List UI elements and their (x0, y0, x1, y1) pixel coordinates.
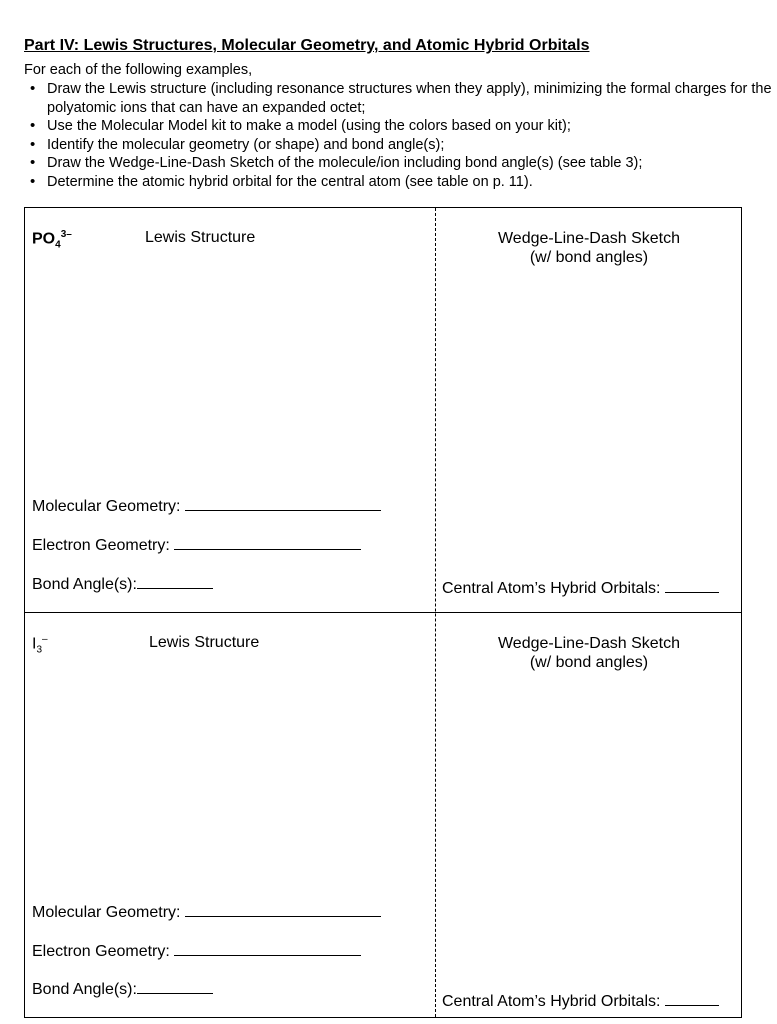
electron-geometry-label: Electron Geometry: (32, 537, 170, 554)
hybrid-orbitals-field[interactable] (442, 993, 719, 1011)
answer-line[interactable] (174, 548, 361, 550)
instruction-list (30, 80, 775, 191)
electron-geometry-label: Electron Geometry: (32, 943, 170, 960)
sketch-label: Wedge-Line-Dash Sketch (w/ bond angles) (497, 635, 681, 671)
species-label-phosphate: $PO_4^{3-}$ (32, 229, 72, 251)
bond-angles-label: Bond Angle(s): (32, 576, 137, 593)
molecular-geometry-label: Molecular Geometry: (32, 498, 181, 515)
molecular-geometry-label: Molecular Geometry: (32, 904, 181, 921)
worksheet-table (24, 207, 742, 1018)
instruction-item: • Determine the atomic hybrid orbital for the central atom (see table on p. 11). (30, 173, 775, 192)
answer-line[interactable] (185, 915, 381, 917)
hybrid-orbitals-label: Central Atom’s Hybrid Orbitals: (442, 580, 661, 597)
instruction-item: • Identify the molecular geometry (or shape) and bond angle(s); (30, 136, 775, 155)
answer-line[interactable] (665, 1004, 719, 1006)
section-heading: Part IV: Lewis Structures, Molecular Geometry, and Atomic Hybrid Orbitals (24, 37, 590, 54)
bond-angles-label: Bond Angle(s): (32, 981, 137, 998)
instruction-item: • Draw the Wedge-Line-Dash Sketch of the molecule/ion including bond angle(s) (see table 3); (30, 154, 775, 173)
answer-line[interactable] (137, 992, 213, 994)
bond-angles-field[interactable] (32, 981, 213, 999)
electron-geometry-field[interactable] (32, 537, 361, 555)
molecular-geometry-field[interactable] (32, 498, 381, 516)
row-divider (25, 612, 741, 613)
lewis-structure-label: Lewis Structure (145, 229, 256, 246)
hybrid-orbitals-label: Central Atom’s Hybrid Orbitals: (442, 993, 661, 1010)
hybrid-orbitals-field[interactable] (442, 580, 719, 598)
answer-line[interactable] (137, 587, 213, 589)
molecular-geometry-field[interactable] (32, 904, 381, 922)
bond-angles-field[interactable] (32, 576, 213, 594)
species-label-triiodide: $I_3^-$ (32, 634, 48, 656)
intro-text: For each of the following examples, (24, 62, 253, 78)
answer-line[interactable] (665, 591, 719, 593)
answer-line[interactable] (174, 954, 361, 956)
instruction-item: • Draw the Lewis structure (including resonance structures when they apply), minimizing the formal charges for the polyatomic ions that can have an expanded octet; (30, 80, 775, 117)
electron-geometry-field[interactable] (32, 943, 361, 961)
instruction-item: • Use the Molecular Model kit to make a model (using the colors based on your kit); (30, 117, 775, 136)
lewis-structure-label: Lewis Structure (149, 634, 260, 651)
sketch-label: Wedge-Line-Dash Sketch (w/ bond angles) (497, 230, 681, 266)
answer-line[interactable] (185, 509, 381, 511)
